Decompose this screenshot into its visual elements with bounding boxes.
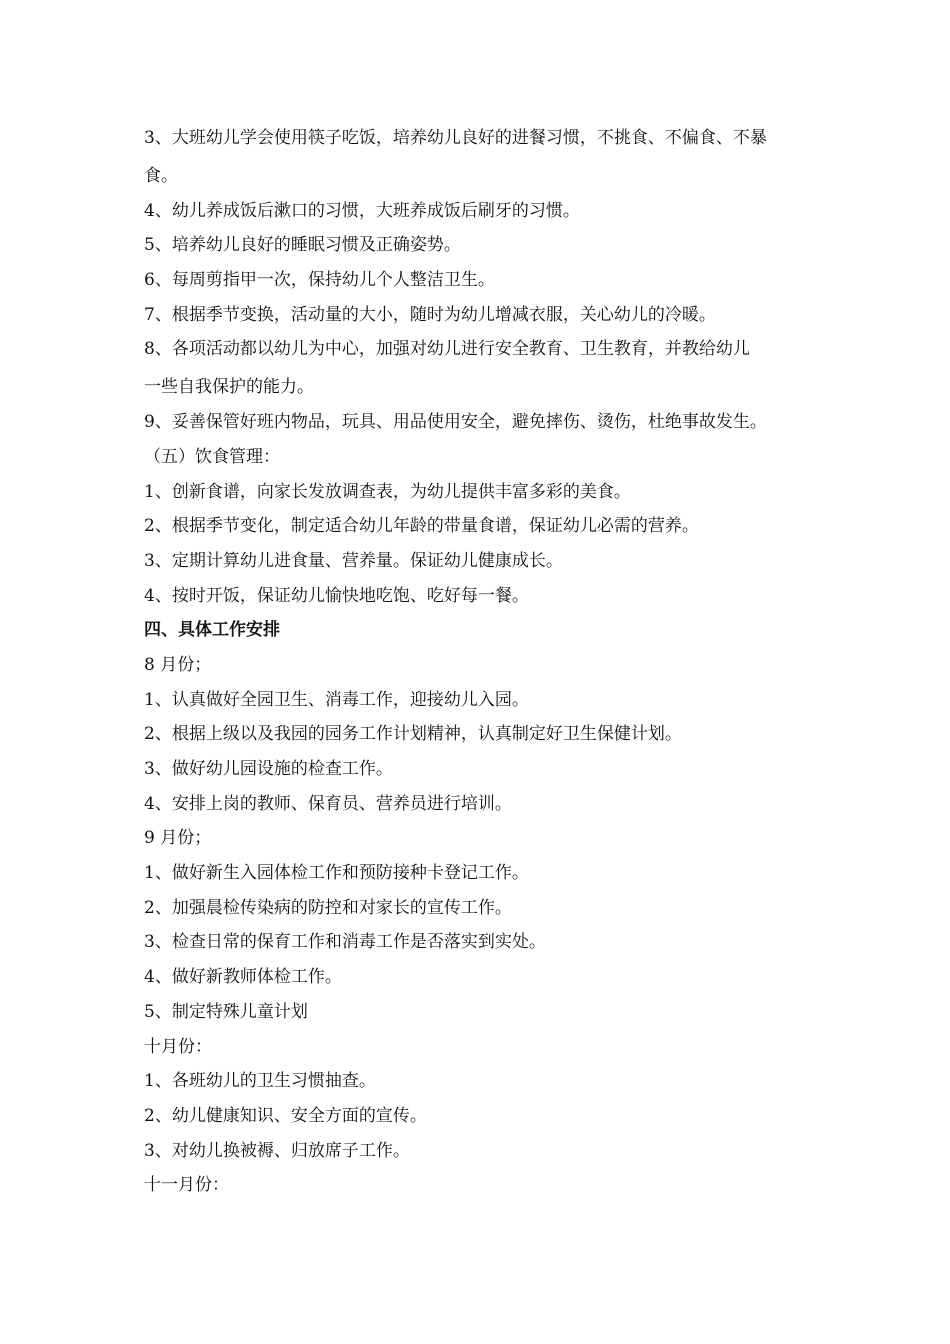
text-line: 3、检查日常的保育工作和消毒工作是否落实到实处。 (144, 932, 546, 953)
text-line: 4、安排上岗的教师、保育员、营养员进行培训。 (144, 793, 512, 814)
text-line: 1、创新食谱，向家长发放调查表，为幼儿提供丰富多彩的美食。 (144, 481, 631, 502)
month-label: 十一月份： (144, 1175, 229, 1196)
text-line: 2、根据上级以及我园的园务工作计划精神，认真制定好卫生保健计划。 (144, 724, 682, 745)
section-subheading: （五）饮食管理： (144, 446, 280, 467)
text-line: 4、做好新教师体检工作。 (144, 967, 342, 988)
text-line: 4、幼儿养成饭后漱口的习惯，大班养成饭后刷牙的习惯。 (144, 200, 580, 221)
text-line: 7、根据季节变换，活动量的大小，随时为幼儿增减衣服，关心幼儿的冷暖。 (144, 304, 716, 325)
text-line: 2、加强晨检传染病的防控和对家长的宣传工作。 (144, 897, 512, 918)
text-line: 食。 (144, 166, 178, 186)
text-line: 9、妥善保管好班内物品，玩具、用品使用安全，避免摔伤、烫伤，杜绝事故发生。 (144, 412, 767, 433)
text-line: 3、对幼儿换被褥、归放席子工作。 (144, 1140, 410, 1161)
text-line: 5、培养幼儿良好的睡眠习惯及正确姿势。 (144, 235, 461, 256)
section-heading: 四、具体工作安排 (144, 620, 280, 641)
month-label: 9 月份； (144, 828, 212, 849)
text-line: 2、根据季节变化，制定适合幼儿年龄的带量食谱，保证幼儿必需的营养。 (144, 516, 699, 537)
text-line: 一些自我保护的能力。 (144, 377, 314, 398)
text-line: 4、按时开饭，保证幼儿愉快地吃饱、吃好每一餐。 (144, 585, 529, 606)
text-line: 3、定期计算幼儿进食量、营养量。保证幼儿健康成长。 (144, 550, 563, 571)
month-label: 十月份： (144, 1036, 212, 1057)
text-line: 6、每周剪指甲一次，保持幼儿个人整洁卫生。 (144, 270, 495, 291)
month-label: 8 月份； (144, 654, 212, 675)
text-line: 1、各班幼儿的卫生习惯抽查。 (144, 1071, 376, 1092)
text-line: 3、大班幼儿学会使用筷子吃饭，培养幼儿良好的进餐习惯，不挑食、不偏食、不暴 (144, 128, 767, 148)
document-body (144, 121, 812, 1203)
text-line: 1、认真做好全园卫生、消毒工作，迎接幼儿入园。 (144, 689, 529, 710)
text-line: 2、幼儿健康知识、安全方面的宣传。 (144, 1105, 427, 1126)
text-line: 5、制定特殊儿童计划 (144, 1001, 308, 1022)
text-line: 8、各项活动都以幼儿为中心，加强对幼儿进行安全教育、卫生教育，并教给幼儿 (144, 339, 750, 360)
text-line: 1、做好新生入园体检工作和预防接种卡登记工作。 (144, 863, 529, 884)
text-line: 3、做好幼儿园设施的检查工作。 (144, 759, 393, 779)
